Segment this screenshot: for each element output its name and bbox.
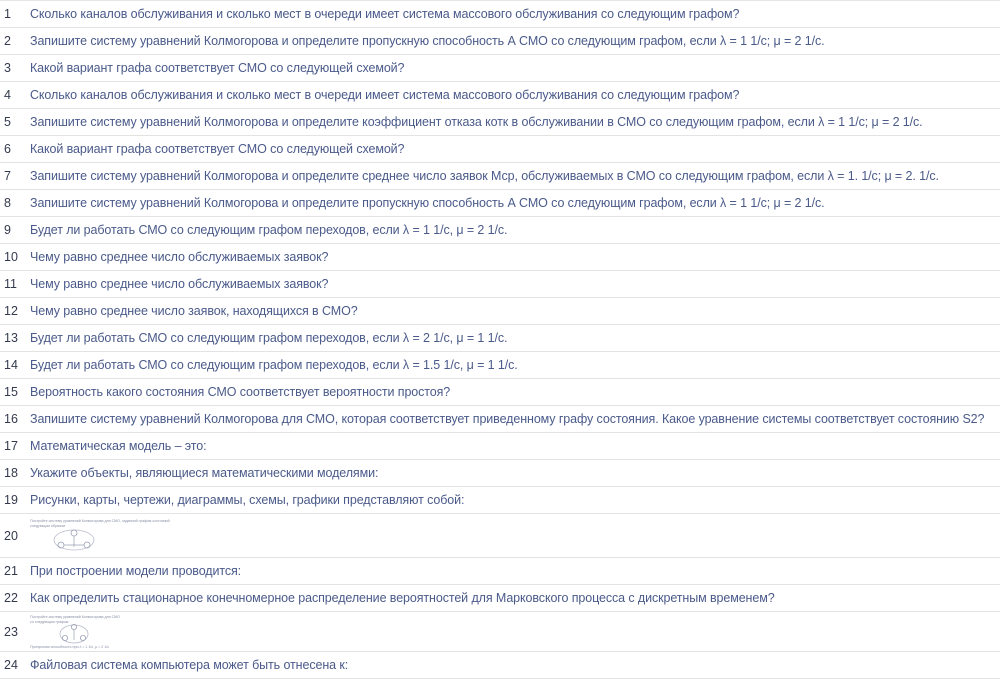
row-number: 23 <box>4 624 18 639</box>
table-row <box>0 217 1000 244</box>
table-row <box>0 514 1000 558</box>
row-number: 20 <box>4 528 18 543</box>
question-link[interactable]: Будет ли работать СМО со следующим графом переходов, если λ = 2 1/с, μ = 1 1/с. <box>30 331 508 345</box>
row-number: 24 <box>4 658 18 672</box>
question-link[interactable]: Запишите систему уравнений Колмогорова и определите пропускную способность А СМО со следующим графом, если λ = 1 1/с; μ = 2 1/с. <box>30 34 825 48</box>
row-number: 5 <box>4 115 11 129</box>
table-row <box>0 28 1000 55</box>
question-link[interactable]: Будет ли работать СМО со следующим графом переходов, если λ = 1 1/с, μ = 2 1/с. <box>30 223 508 237</box>
thumbnail-caption: со следующим графом <box>30 619 69 624</box>
question-link[interactable]: Чему равно среднее число обслуживаемых заявок? <box>30 277 329 291</box>
row-number: 12 <box>4 304 18 318</box>
question-link[interactable]: Сколько каналов обслуживания и сколько мест в очереди имеет система массового обслуживания со следующим графом? <box>30 88 740 102</box>
table-row <box>0 352 1000 379</box>
thumbnail-caption: следующим образом <box>30 523 65 528</box>
question-link[interactable]: Укажите объекты, являющиеся математическими моделями: <box>30 466 379 480</box>
row-number: 15 <box>4 385 18 399</box>
table-row <box>0 82 1000 109</box>
row-number: 17 <box>4 439 18 453</box>
row-number: 8 <box>4 196 11 210</box>
row-number: 4 <box>4 88 11 102</box>
question-link[interactable]: Будет ли работать СМО со следующим графом переходов, если λ = 1.5 1/с, μ = 1 1/с. <box>30 358 518 372</box>
table-row <box>0 585 1000 612</box>
row-number: 16 <box>4 412 18 426</box>
question-link[interactable]: При построении модели проводится: <box>30 564 242 578</box>
row-number: 14 <box>4 358 18 372</box>
graph-thumbnail[interactable] <box>30 516 170 556</box>
state-graph-icon <box>52 623 96 645</box>
question-link[interactable]: Запишите систему уравнений Колмогорова для СМО, которая соответствует приведенному графу состояния. Какое уравнение системы соответствует состоянию S2? <box>30 412 985 426</box>
question-link[interactable]: Чему равно среднее число заявок, находящихся в СМО? <box>30 304 358 318</box>
row-number: 19 <box>4 493 18 507</box>
table-row <box>0 163 1000 190</box>
question-link[interactable]: Вероятность какого состояния СМО соответствует вероятности простоя? <box>30 385 451 399</box>
state-graph-icon <box>52 527 96 553</box>
table-row <box>0 1 1000 28</box>
table-row <box>0 406 1000 433</box>
table-row <box>0 652 1000 679</box>
graph-thumbnail[interactable] <box>30 612 150 652</box>
row-number: 7 <box>4 169 11 183</box>
table-row <box>0 244 1000 271</box>
question-link[interactable]: Запишите систему уравнений Колмогорова и определите пропускную способность А СМО со следующим графом, если λ = 1 1/с; μ = 2 1/с. <box>30 196 825 210</box>
row-number: 1 <box>4 7 11 21</box>
table-row <box>0 109 1000 136</box>
question-link[interactable]: Сколько каналов обслуживания и сколько мест в очереди имеет система массового обслуживания со следующим графом? <box>30 7 740 21</box>
table-row <box>0 460 1000 487</box>
question-link[interactable]: Как определить стационарное конечномерное распределение вероятностей для Марковского процесса с дискретным временем? <box>30 591 775 605</box>
table-row <box>0 487 1000 514</box>
thumbnail-caption: Постройте систему уравнений Колмогорова для СМО <box>30 614 120 619</box>
question-link[interactable]: Файловая система компьютера может быть отнесена к: <box>30 658 349 672</box>
row-number: 9 <box>4 223 11 237</box>
row-number: 11 <box>4 277 17 291</box>
row-number: 22 <box>4 591 18 605</box>
row-number: 2 <box>4 34 11 48</box>
table-row <box>0 433 1000 460</box>
table-row <box>0 558 1000 585</box>
question-link[interactable]: Запишите систему уравнений Колмогорова и определите коэффициент отказа котк в обслуживании в СМО со следующим графом, если λ = 1 1/с; μ = 2 1/с. <box>30 115 923 129</box>
row-number: 3 <box>4 61 11 75</box>
row-number: 13 <box>4 331 18 345</box>
row-number: 21 <box>4 564 18 578</box>
table-row <box>0 136 1000 163</box>
table-row <box>0 55 1000 82</box>
question-link[interactable]: Какой вариант графа соответствует СМО со следующей схемой? <box>30 61 405 75</box>
table-row <box>0 379 1000 406</box>
question-link[interactable]: Запишите систему уравнений Колмогорова и определите среднее число заявок Мср, обслуживаемых в СМО со следующим графом, если λ = 1. 1/с; μ = 2. 1/с. <box>30 169 939 183</box>
table-row <box>0 298 1000 325</box>
row-number: 6 <box>4 142 11 156</box>
thumbnail-caption: Постройте систему уравнений Колмогорова для СМО, заданной графом состояний <box>30 518 170 523</box>
table-row <box>0 325 1000 352</box>
question-link[interactable]: Рисунки, карты, чертежи, диаграммы, схемы, графики представляют собой: <box>30 493 465 507</box>
question-link[interactable]: Какой вариант графа соответствует СМО со следующей схемой? <box>30 142 405 156</box>
question-link[interactable]: Математическая модель – это: <box>30 439 207 453</box>
row-number: 18 <box>4 466 18 480</box>
question-link[interactable]: Чему равно среднее число обслуживаемых заявок? <box>30 250 329 264</box>
table-row <box>0 190 1000 217</box>
row-number: 10 <box>4 250 18 264</box>
thumbnail-caption: Пропускная способность при λ = 1 1/с, μ = 2 1/с <box>30 644 110 649</box>
table-row <box>0 612 1000 652</box>
table-row <box>0 271 1000 298</box>
